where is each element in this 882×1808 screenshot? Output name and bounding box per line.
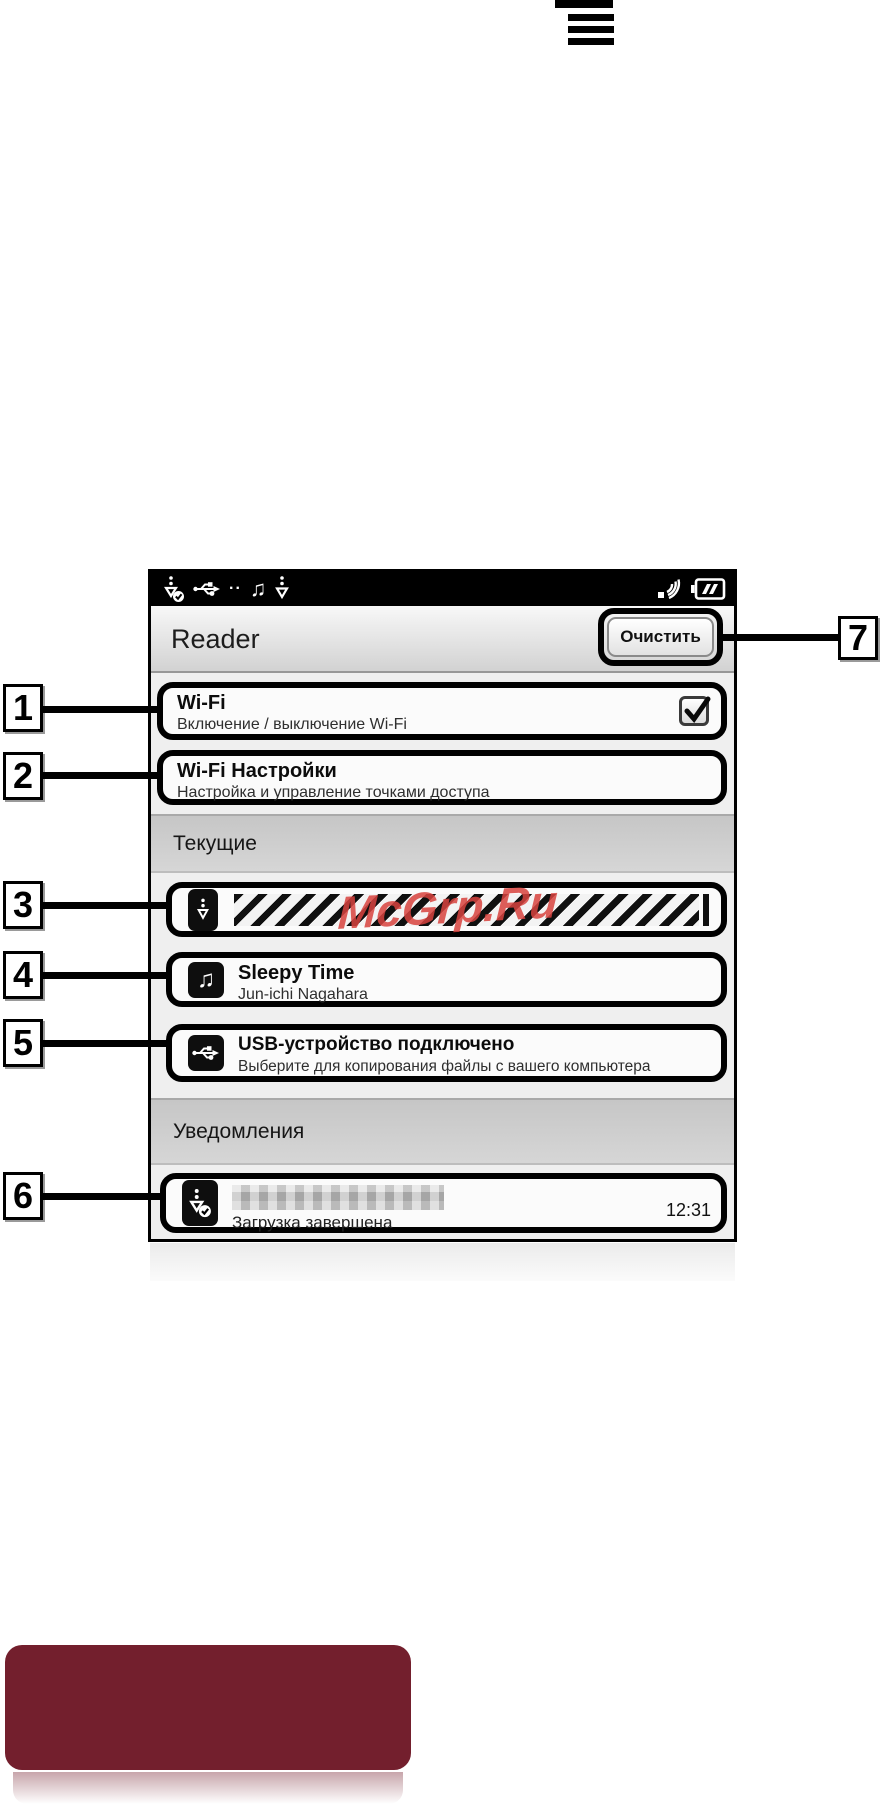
menu-bar — [568, 26, 614, 33]
page-title: Reader — [171, 624, 260, 654]
wifi-checkbox[interactable] — [679, 696, 709, 726]
menu-bar — [555, 0, 613, 8]
status-icons-left — [163, 572, 290, 606]
download-complete-icon — [182, 1180, 218, 1226]
section-header-ongoing — [151, 814, 734, 873]
row-music-playing[interactable] — [166, 952, 727, 1007]
row-title: USB-устройство подключено — [238, 1034, 515, 1055]
callout-line-1 — [41, 706, 160, 713]
row-subtitle: Jun-ichi Nagahara — [238, 986, 368, 1003]
wifi-signal-icon — [656, 576, 682, 602]
section-header-notifications — [151, 1098, 734, 1165]
row-subtitle: Выберите для копирования файлы с вашего компьютера — [238, 1058, 651, 1075]
callout-2: 2 — [3, 752, 43, 800]
music-note-icon: ♫ — [249, 576, 267, 601]
row-subtitle: Включение / выключение Wi-Fi — [177, 716, 407, 733]
screenshot-shadow-strip — [150, 1243, 735, 1281]
usb-icon — [192, 1044, 220, 1062]
download-icon — [196, 895, 210, 925]
callout-line-4 — [41, 972, 169, 979]
status-icons-right — [656, 572, 726, 606]
download-icon — [274, 575, 290, 603]
callout-4: 4 — [3, 951, 43, 999]
row-text — [177, 759, 665, 802]
row-subtitle: Загрузка завершена — [232, 1213, 393, 1232]
clear-button[interactable]: Очистить — [607, 617, 714, 657]
callout-line-3 — [41, 902, 169, 909]
row-title: Wi-Fi — [177, 692, 226, 714]
music-note-glyph: ♫ — [197, 965, 215, 993]
callout-line-5 — [41, 1040, 169, 1047]
redacted-red-box — [5, 1645, 411, 1770]
row-subtitle: Настройка и управление точками доступа — [177, 784, 490, 801]
row-wifi-toggle[interactable] — [157, 682, 727, 740]
screen-header — [151, 606, 734, 673]
watermark-text: McGrp.Ru — [336, 875, 559, 939]
row-title: Wi-Fi Настройки — [177, 760, 337, 782]
menu-bar — [568, 38, 614, 45]
callout-5: 5 — [3, 1019, 43, 1067]
callout-3: 3 — [3, 881, 43, 929]
redacted-file-name — [232, 1185, 444, 1210]
callout-6: 6 — [3, 1172, 43, 1220]
section-label: Текущие — [173, 831, 257, 855]
download-icon — [188, 889, 218, 931]
red-box-reflection — [13, 1772, 403, 1804]
callout-ring-clear-button — [598, 608, 723, 666]
row-title: Sleepy Time — [238, 962, 355, 984]
callout-1: 1 — [3, 684, 43, 732]
row-wifi-settings[interactable] — [157, 750, 727, 805]
status-bar — [151, 572, 734, 606]
usb-icon — [193, 580, 221, 598]
progress-bar-cap — [703, 894, 709, 926]
row-text — [177, 691, 665, 734]
callout-7: 7 — [838, 616, 878, 660]
row-text — [238, 1033, 665, 1076]
menu-hamburger-icon[interactable] — [555, 0, 615, 46]
callout-line-6 — [41, 1193, 163, 1200]
usb-icon — [188, 1035, 224, 1071]
notification-time: 12:31 — [665, 1200, 711, 1220]
row-download-complete[interactable] — [160, 1173, 727, 1233]
ellipsis-dots-icon: .. — [229, 576, 242, 593]
row-text — [232, 1182, 665, 1233]
checkmark-icon — [680, 691, 714, 727]
music-note-icon — [188, 962, 224, 998]
callout-line-2 — [41, 772, 160, 779]
section-label: Уведомления — [173, 1119, 305, 1143]
download-complete-icon — [163, 575, 185, 603]
menu-bar — [568, 14, 614, 21]
download-complete-icon — [188, 1187, 212, 1219]
battery-icon — [690, 577, 726, 601]
callout-line-7 — [721, 634, 839, 641]
row-text — [238, 961, 665, 1004]
row-usb-connected[interactable] — [166, 1024, 727, 1082]
